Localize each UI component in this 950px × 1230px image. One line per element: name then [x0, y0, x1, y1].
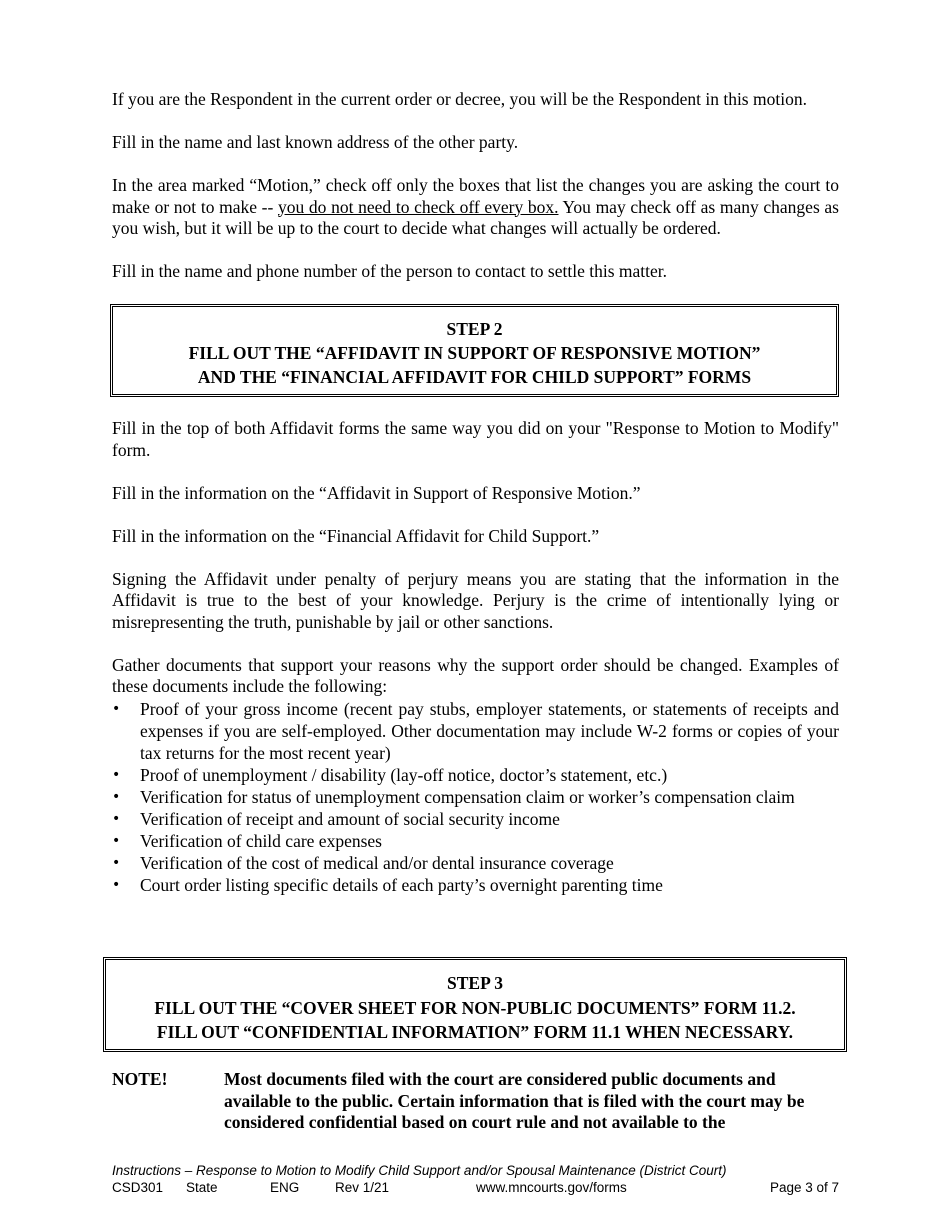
list-item [112, 852, 839, 874]
motion-text-end: You may check off as many changes as you wish, but it will be up to the court to decide what changes will actually be ordered. [112, 196, 839, 238]
list-item [112, 874, 839, 896]
page-footer [112, 1162, 839, 1196]
step-3-heading: STEP 3 [447, 973, 503, 993]
document-body [112, 89, 839, 1132]
step-2-line-1: FILL OUT THE “AFFIDAVIT IN SUPPORT OF RESPONSIVE MOTION” [188, 343, 761, 363]
footer-page-number: Page 3 of 7 [769, 1180, 839, 1195]
footer-url: www.mncourts.gov/forms [476, 1180, 627, 1195]
bullet-icon: • [112, 788, 121, 805]
gather-paragraph: Gather documents that support your reasons why the support order should be changed. Examples of these documents include the following: [112, 654, 839, 696]
step-3-box [103, 957, 847, 1052]
list-item-text: Proof of unemployment / disability (lay-off notice, doctor’s statement, etc.) [140, 764, 668, 785]
footer-language: ENG [270, 1180, 300, 1195]
bullet-icon: • [112, 854, 121, 871]
respondent-paragraph: If you are the Respondent in the current order or decree, you will be the Respondent in this motion. [112, 89, 807, 109]
step-2-heading: STEP 2 [446, 319, 503, 339]
bullet-icon: • [112, 810, 121, 827]
list-item-text: Verification of the cost of medical and/or dental insurance coverage [140, 852, 614, 873]
motion-underlined-text: you do not need to check off every box. [278, 196, 559, 217]
affidavit-support-paragraph: Fill in the information on the “Affidavit in Support of Responsive Motion.” [112, 482, 641, 503]
list-item [112, 698, 839, 764]
motion-text-start: In the area marked “Motion,” check off only the boxes that list the changes you are asking the court to make or not to make -- [112, 175, 839, 217]
motion-paragraph [112, 175, 839, 240]
documents-list [112, 698, 839, 896]
top-forms-paragraph: Fill in the top of both Affidavit forms the same way you did on your "Response to Motion to Modify" form. [112, 418, 839, 460]
bullet-icon: • [112, 766, 121, 783]
list-item [112, 830, 839, 852]
list-item-text: Verification of receipt and amount of social security income [140, 808, 560, 829]
financial-affidavit-paragraph: Fill in the information on the “Financial Affidavit for Child Support.” [112, 525, 600, 546]
list-item [112, 808, 839, 830]
bullet-icon: • [112, 832, 121, 849]
bullet-icon: • [112, 876, 121, 893]
footer-state: State [186, 1180, 218, 1195]
bullet-icon: • [112, 700, 121, 717]
footer-info-row [112, 1179, 839, 1196]
list-item-text: Court order listing specific details of each party’s overnight parenting time [140, 874, 663, 895]
footer-form-number: CSD301 [112, 1180, 164, 1195]
footer-revision: Rev 1/21 [335, 1180, 390, 1195]
perjury-paragraph: Signing the Affidavit under penalty of perjury means you are stating that the information in the Affidavit is true to the best of your knowledge. Perjury is the crime of intentionally lying or misrepresenting the truth, punishable by jail or other sanctions. [112, 568, 839, 632]
contact-paragraph: Fill in the name and phone number of the person to contact to settle this matter. [112, 261, 668, 281]
step-2-box [110, 304, 839, 397]
list-item [112, 764, 839, 786]
list-item [112, 786, 839, 808]
list-item-text: Proof of your gross income (recent pay stubs, employer statements, or statements of receipts and expenses if you are self-employed. Other documentation may include W-2 forms or copies of your tax returns for the most recent year) [140, 698, 839, 763]
step-3-line-2: FILL OUT “CONFIDENTIAL INFORMATION” FORM 11.1 WHEN NECESSARY. [156, 1022, 794, 1042]
footer-title: Instructions – Response to Motion to Modify Child Support and/or Spousal Maintenance (District Court) [112, 1163, 727, 1178]
step-3-line-1: FILL OUT THE “COVER SHEET FOR NON-PUBLIC DOCUMENTS” FORM 11.2. [154, 997, 796, 1018]
note-label: NOTE! [112, 1069, 168, 1089]
list-item-text: Verification of child care expenses [140, 830, 382, 851]
list-item-text: Verification for status of unemployment compensation claim or worker’s compensation claim [140, 786, 795, 807]
other-party-paragraph: Fill in the name and last known address of the other party. [112, 132, 519, 152]
note-text: Most documents filed with the court are considered public documents and available to the public. Certain information that is filed with the court may be considered confidential based on court rule and not available to the [224, 1069, 805, 1132]
note-block [112, 1069, 839, 1134]
step-2-line-2: AND THE “FINANCIAL AFFIDAVIT FOR CHILD SUPPORT” FORMS [197, 367, 752, 387]
